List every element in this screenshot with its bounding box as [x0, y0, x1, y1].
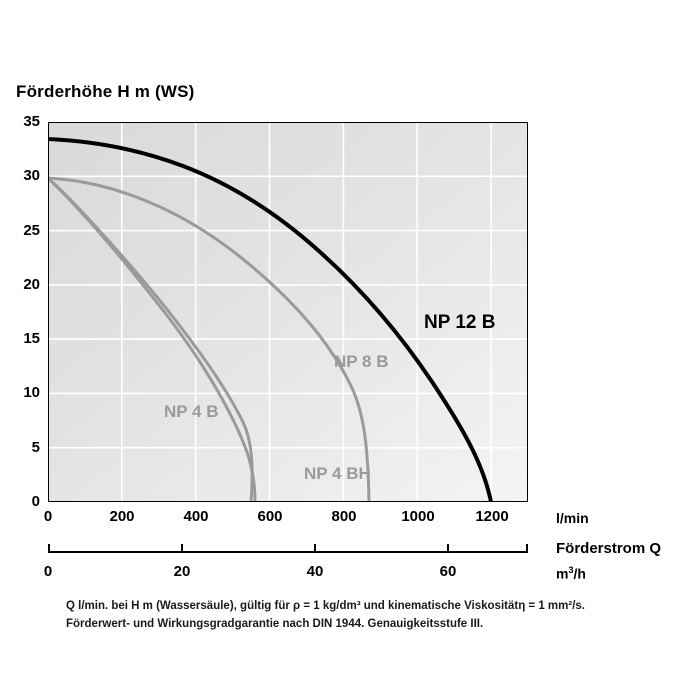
- secondary-axis-line: [48, 551, 528, 553]
- x-axis-title: Förderstrom Q: [556, 540, 662, 557]
- secondary-axis-end-tick: [526, 544, 528, 553]
- y-tick-20: 20: [23, 276, 40, 293]
- x-tick-m3h-40: 40: [306, 563, 324, 580]
- x-tick-m3h-0: 0: [43, 563, 53, 580]
- unit-m3h-exponent: 3: [568, 565, 574, 575]
- secondary-axis-tick-0: [48, 544, 50, 553]
- y-tick-30: 30: [23, 167, 40, 184]
- y-tick-15: 15: [23, 330, 40, 347]
- unit-m3h-tail: /h: [573, 565, 586, 582]
- y-tick-5: 5: [31, 439, 40, 456]
- x-tick-lmin-1200: 1200: [475, 508, 509, 525]
- footnote-line-2: Förderwert- und Wirkungsgradgarantie nach DIN 1944. Genauigkeitsstufe III.: [66, 618, 484, 630]
- y-axis-title: Förderhöhe H m (WS): [16, 82, 195, 101]
- y-tick-0: 0: [31, 493, 40, 510]
- x-tick-lmin-600: 600: [257, 508, 283, 525]
- unit-m3h-base: m: [556, 565, 569, 582]
- x-tick-lmin-0: 0: [43, 508, 53, 525]
- x-axis-unit-m3h: [556, 565, 586, 582]
- x-tick-lmin-800: 800: [331, 508, 357, 525]
- curve-label-np-8-b: NP 8 B: [334, 352, 389, 371]
- x-axis-unit-lmin: l/min: [556, 510, 589, 526]
- secondary-axis-tick-60: [447, 544, 449, 553]
- secondary-axis-tick-20: [181, 544, 183, 553]
- x-tick-lmin-1000: 1000: [401, 508, 435, 525]
- y-tick-25: 25: [23, 222, 40, 239]
- y-tick-35: 35: [23, 113, 40, 130]
- curve-label-np-4-bh: NP 4 BH: [304, 464, 371, 483]
- x-tick-lmin-400: 400: [183, 508, 209, 525]
- plot-area: [23, 113, 528, 510]
- x-tick-m3h-60: 60: [439, 563, 457, 580]
- secondary-axis-tick-40: [314, 544, 316, 553]
- curve-label-np-12-b: NP 12 B: [424, 312, 496, 333]
- x-tick-m3h-20: 20: [173, 563, 191, 580]
- curve-label-np-4-b: NP 4 B: [164, 402, 219, 421]
- x-tick-lmin-200: 200: [109, 508, 135, 525]
- y-tick-10: 10: [23, 384, 40, 401]
- footnote-line-1: Q l/min. bei H m (Wassersäule), gültig für ρ = 1 kg/dm³ und kinematische Viskositätη = 1 mm²/s.: [66, 600, 585, 612]
